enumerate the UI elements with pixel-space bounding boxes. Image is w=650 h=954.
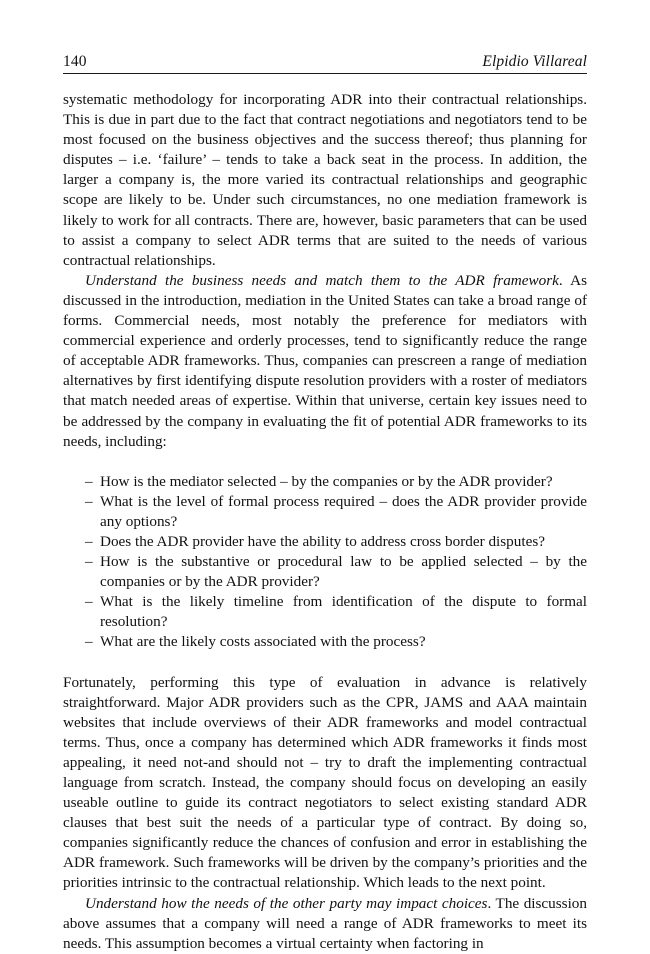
key-issues-list: [63, 472, 587, 653]
running-header: [63, 52, 587, 74]
list-item-label: What are the likely costs associated with the process?: [100, 633, 426, 651]
dash-marker-icon: –: [85, 472, 93, 490]
dash-marker-icon: –: [85, 633, 93, 651]
list-item: [63, 492, 587, 532]
dash-marker-icon: –: [85, 532, 93, 550]
dash-marker-icon: –: [85, 492, 93, 510]
list-item: [63, 532, 587, 552]
paragraph-understand-other-party: [63, 894, 587, 954]
body-text-block: [63, 90, 587, 954]
list-item: [63, 472, 587, 492]
paragraph-body-text: . The discussion above assumes that a company will need a range of ADR frameworks to meet its needs. This assumption becomes a virtual certainty when factoring in: [63, 894, 587, 952]
list-item-label: How is the mediator selected – by the companies or by the ADR provider?: [100, 472, 553, 490]
paragraph-fortunately: Fortunately, performing this type of evaluation in advance is relatively straightforward. Major ADR providers such as the CPR, JAMS and AAA maintain websites that include overviews of their ADR frameworks and model contractual terms. Thus, once a company has determined which ADR frameworks it finds most appealing, it need not-and should not – try to draft the implementing contractual language from scratch. Instead, the company should focus on developing an easily useable outline to guide its contract negotiators to select existing standard ADR clauses that best suit the needs of a particular type of contract. By doing so, companies significantly reduce the chances of confusion and error in establishing the ADR framework. Such frameworks will be driven by the company’s priorities and the priorities intrinsic to the contractual relationship. Which leads to the next point.: [63, 673, 587, 892]
paragraph-lead-in-italic: Understand the business needs and match them to the ADR framework: [85, 271, 559, 289]
list-item-label: How is the substantive or procedural law to be applied selected – by the companies or by the ADR provider?: [100, 553, 587, 591]
list-item: [63, 552, 587, 592]
page-number: 140: [63, 53, 87, 70]
page-content-area: [63, 52, 587, 954]
dash-marker-icon: –: [85, 593, 93, 611]
paragraph-understand-business-needs: [63, 271, 587, 452]
list-item-label: Does the ADR provider have the ability to address cross border disputes?: [100, 532, 545, 550]
list-item-label: What is the level of formal process required – does the ADR provider provide any options?: [100, 492, 587, 530]
list-item: [63, 592, 587, 632]
header-author-name: Elpidio Villareal: [482, 53, 587, 70]
paragraph-body-text: . As discussed in the introduction, mediation in the United States can take a broad range of forms. Commercial needs, most notably the preference for mediators with commercial experience and orderly processes, tend to significantly reduce the range of acceptable ADR frameworks. Thus, companies can prescreen a range of mediation alternatives by first identifying dispute resolution providers with a roster of mediators that match needed areas of expertise. Within that universe, certain key issues need to be addressed by the company in evaluating the fit of potential ADR frameworks to its needs, including:: [63, 271, 587, 450]
list-item-label: What is the likely timeline from identification of the dispute to formal resolution?: [100, 593, 587, 631]
paragraph-continued: systematic methodology for incorporating ADR into their contractual relationships. This is due in part due to the fact that contract negotiations and negotiators tend to be most focused on the business objectives and the success thereof; thus planning for disputes – i.e. ‘failure’ – tends to take a back seat in the process. In addition, the larger a company is, the more varied its contractual relationships and geographic scope are likely to be. Under such circumstances, no one mediation framework is likely to work for all contracts. There are, however, basic parameters that can be used to assist a company to select ADR terms that are suited to the needs of various contractual relationships.: [63, 91, 587, 269]
list-item: [63, 632, 587, 652]
dash-marker-icon: –: [85, 553, 93, 571]
paragraph-lead-in-italic: Understand how the needs of the other party may impact choices: [85, 894, 488, 912]
